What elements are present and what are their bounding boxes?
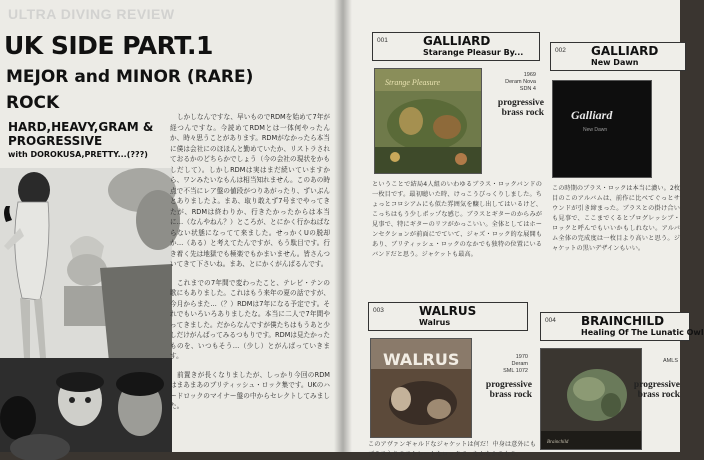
genre-line: brass rock	[501, 108, 544, 118]
article-paragraph: 前置きが長くなりましたが、しっかり今回のRDMはまあまあのブリティッシュ・ロック集です。UKのハードロックのマイナー盤の中からセレクトしてみました。	[170, 370, 330, 410]
article-subtitle-line2: PROGRESSIVE	[8, 134, 103, 148]
card-header	[540, 312, 704, 341]
record-label: Deram	[511, 361, 528, 367]
svg-text:Strange Pleasure: Strange Pleasure	[385, 78, 441, 87]
genre-label	[480, 98, 544, 118]
album-cover	[374, 68, 482, 174]
review-card-001	[372, 32, 540, 61]
release-year: 1970	[515, 354, 528, 360]
collage-photo	[0, 168, 172, 452]
card-header	[372, 32, 540, 61]
genre-label	[466, 380, 532, 400]
catalog-number: SML 1072	[503, 368, 528, 374]
genre-line: progressive	[497, 98, 544, 108]
article-paragraph: しかしなんですな、早いものでRDMを始めて7年が経つんですな。今読めてRDMとは一体何やったんか、時々思うことがあります。RDMがなかったら本当に僕は会社にのほほんと勤めていたか、リストラされておるかのどちらかでしょう（今の会社の現状をかもしだして）。しかしRDMは実はまだ続いていますから、ワンみたいなもんは相当知れません。このあの時点で不当にレア盤の値段がつりあがったり、ずいぶんとありましたよ。まあ、取り敢えず7号までやってきたが、RDMは終わりか、行きたかったからは本当に…（なんやねん？）ところが、とにかく行かねばならない状態になってて来ました。せっかくUの脱却か…（ある）と考えてたんですが、もう駄目です。行き着く先は地獄でも極楽でもかまいません。皆さんついてきて下さいね。まあ、とにかくがんばるんです。	[170, 113, 330, 268]
genre-label	[614, 380, 680, 400]
band-name: BRAINCHILD	[581, 314, 665, 328]
review-card-003	[368, 302, 528, 331]
article-title-line2: MEJOR and MINOR (RARE)	[6, 67, 254, 87]
galliard-cover-art	[375, 69, 481, 173]
article-subtitle-line1: HARD,HEAVY,GRAM &	[8, 120, 154, 134]
svg-text:WALRUS: WALRUS	[383, 350, 460, 369]
card-header	[368, 302, 528, 331]
article-title-line3: ROCK	[6, 93, 60, 113]
article-contributors: with DOROKUSA,PRETTY...(???)	[8, 150, 148, 159]
card-header	[550, 42, 686, 71]
article-title: UK SIDE PART.1	[4, 31, 213, 60]
release-info	[476, 354, 528, 375]
release-info	[484, 72, 536, 93]
album-title: Starange Pleasur By...	[423, 48, 524, 57]
page-gutter	[334, 0, 352, 452]
collage-illustration	[0, 168, 172, 452]
right-page	[342, 0, 704, 458]
review-card-002	[550, 42, 686, 71]
left-page	[0, 0, 342, 452]
album-title: New Dawn	[591, 58, 639, 67]
walrus-cover-art	[371, 339, 471, 437]
album-title: Healing Of The Lunatic Owl	[581, 328, 704, 337]
card-number: 001	[377, 37, 388, 44]
band-name: GALLIARD	[591, 44, 659, 58]
album-cover	[370, 338, 472, 438]
catalog-number: SDN 4	[519, 86, 536, 92]
album-review: このアヴァンギャルドなジャケットは何だ！中身は意外にもブラス入りのストレートなロックで、なかなかのもの。	[368, 441, 536, 458]
genre-line: progressive	[633, 380, 680, 390]
release-info	[642, 358, 678, 365]
catalog-number: AMLS	[663, 358, 678, 364]
card-number: 003	[373, 307, 384, 314]
release-year: 1969	[523, 72, 536, 78]
card-number: 002	[555, 47, 566, 54]
new-dawn-cover-art	[553, 81, 651, 177]
band-name: GALLIARD	[423, 34, 491, 48]
record-label: Deram Nova	[505, 79, 536, 85]
card-number: 004	[545, 317, 556, 324]
svg-text:Galliard: Galliard	[571, 108, 613, 122]
album-review: ということで結局4人組のいわゆるブラス・ロックバンドの一枚目です。最初聴いた時、けっこうびっくりしました。ちょっとコロシアムにも似た雰囲気を醸し出してはいるけど、こっちはもう少しポップな感じ。ブラスとギターのからみが見事で、特にギターのリフがかっこいい。全体としてはホーンセクションが前面にでていて、ジャズ・ロック的な展開もあり、ブリティッシュ・ロックのなかでも独特の位置にいるバンドだと思う。ジャケットも最高。	[372, 181, 542, 258]
genre-line: brass rock	[637, 390, 680, 400]
review-card-004	[540, 312, 704, 341]
article-body	[170, 112, 330, 420]
series-title: ULTRA DIVING REVIEW	[8, 6, 175, 22]
svg-text:Brainchild: Brainchild	[547, 440, 569, 445]
album-title: Walrus	[419, 318, 451, 327]
album-cover	[552, 80, 652, 178]
band-name: WALRUS	[419, 304, 477, 318]
genre-line: brass rock	[489, 390, 532, 400]
article-paragraph: これまでの7年間で変わったこと、テレビ・テンの歌にもありました。これはもう来年の夏の話ですが、今月からまた…（？）RDMは7年になる予定です。それでもいろいろありましたな。本当に二人で7年間やってきました。だからなんですが僕たちはもうあと少しだけがんばってみるつもりです。RDMは見たかったものを、いつもそう…（少し）とがんばっていきます。	[170, 278, 330, 360]
album-review: この時期のブラス・ロックは本当に濃い。2枚目のこのアルバムは、前作に比べてぐっとサウンドが引き締まった。ブラスとの掛け合いも見事で、ここまでくるとプログレッシブ・ロックと呼んでもいいかもしれない。アルバム全体の完成度は一枚目より高いと思う。ジャケットの黒いデザインもいい。	[552, 185, 680, 252]
svg-text:New Dawn: New Dawn	[583, 127, 608, 133]
genre-line: progressive	[485, 380, 532, 390]
